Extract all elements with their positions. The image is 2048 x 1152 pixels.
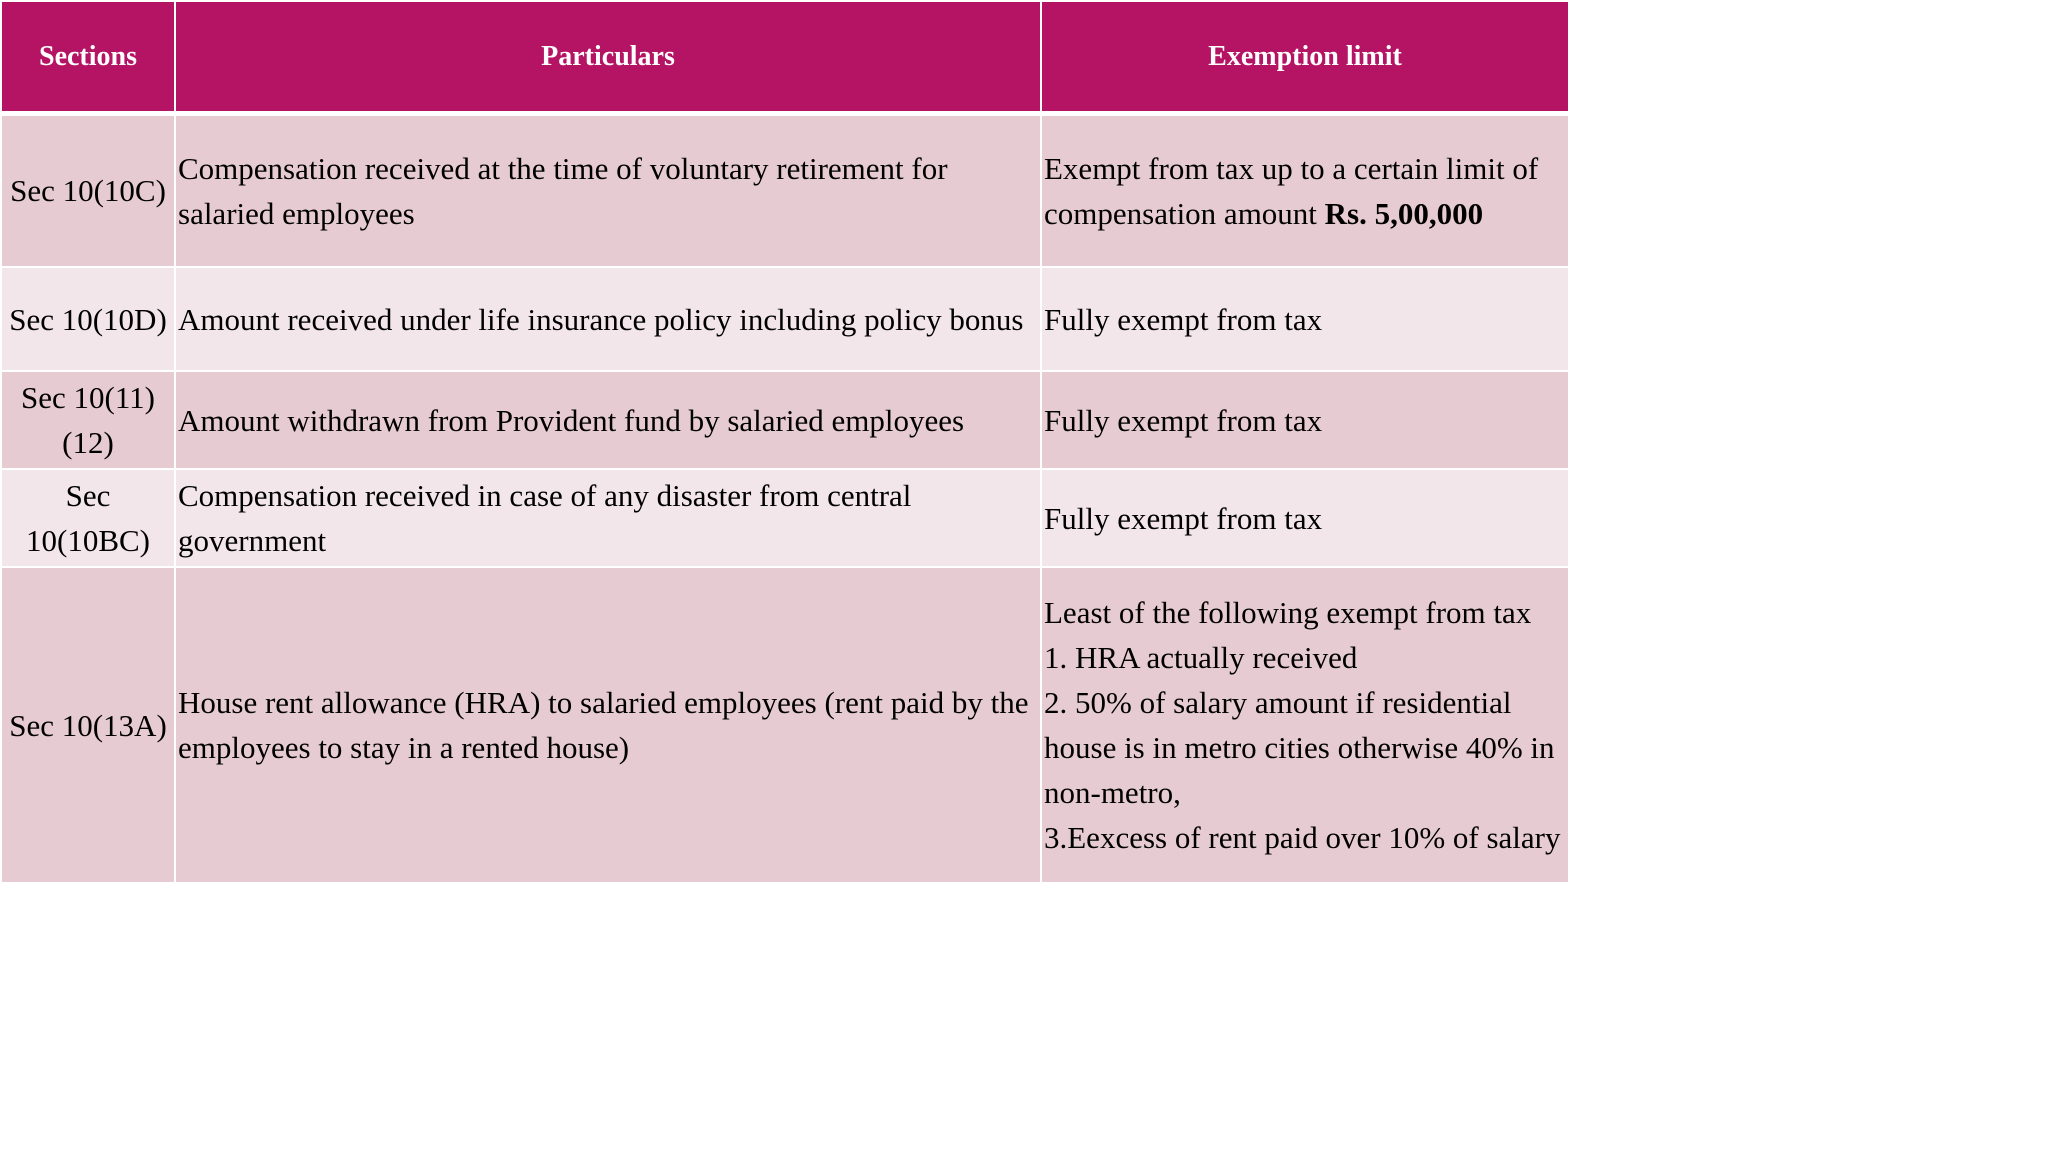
exemption-limit-cell: Fully exempt from tax [1041,371,1569,469]
limit-text: Exempt from tax up to a certain limit of compensation amount [1044,150,1539,231]
limit-line: 2. 50% of salary amount if residential house is in metro cities otherwise 40% in non-metro, [1044,685,1555,810]
table-row [1,567,1569,883]
limit-line: 1. HRA actually received [1044,640,1358,675]
table-row [1,113,1569,267]
particulars-cell: Amount received under life insurance policy including policy bonus [175,267,1041,371]
header-exemption-limit: Exemption limit [1041,1,1569,113]
particulars-cell: Compensation received at the time of voluntary retirement for salaried employees [175,113,1041,267]
header-row [1,1,1569,113]
header-particulars: Particulars [175,1,1041,113]
limit-line: Least of the following exempt from tax [1044,595,1532,630]
section-cell: Sec 10(11)(12) [1,371,175,469]
header-sections: Sections [1,1,175,113]
section-cell: Sec 10(13A) [1,567,175,883]
table-row [1,469,1569,567]
section-cell: Sec 10(10C) [1,113,175,267]
particulars-cell: Amount withdrawn from Provident fund by salaried employees [175,371,1041,469]
exemption-limit-cell [1041,113,1569,267]
limit-amount: Rs. 5,00,000 [1324,195,1484,231]
section-cell: Sec 10(10D) [1,267,175,371]
table-row [1,371,1569,469]
particulars-cell: House rent allowance (HRA) to salaried employees (rent paid by the employees to stay in a rented house) [175,567,1041,883]
table-row [1,267,1569,371]
exemption-limit-cell [1041,567,1569,883]
exemption-limit-cell: Fully exempt from tax [1041,469,1569,567]
section-cell: Sec 10(10BC) [1,469,175,567]
particulars-cell: Compensation received in case of any disaster from central government [175,469,1041,567]
exemption-limit-cell: Fully exempt from tax [1041,267,1569,371]
limit-line: 3.Eexcess of rent paid over 10% of salary [1044,820,1561,855]
